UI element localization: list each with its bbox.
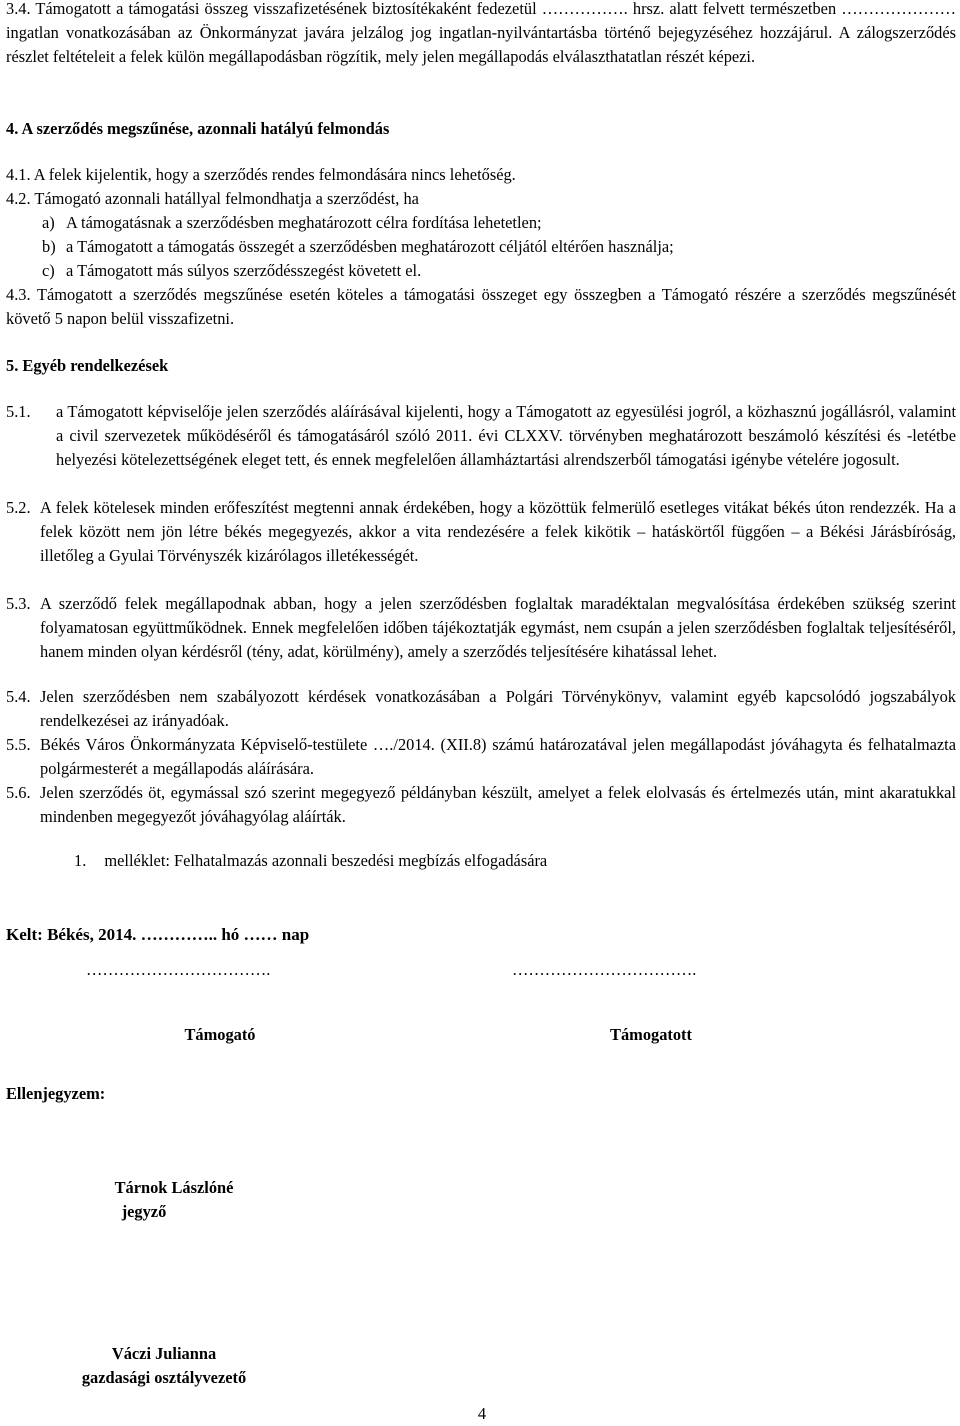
section-5-6 [6,781,956,829]
section-text: A felek kötelesek minden erőfeszítést megtenni annak érdekében, hogy a közöttük felmerülő esetleges vitákat békés úton rendezzék. Ha a felek között nem jön létre békés megegyezés, akkor a vita rendezésére a felek kikötik – hatáskörtől függően – a Békési Járásbíróság, illetőleg a Gyulai Törvényszék kizárólagos illetékességét. [40,498,956,565]
list-text: a Támogatott a támogatás összegét a szerződésben meghatározott céljától eltérően használja; [66,237,674,256]
list-label: c) [42,261,55,280]
heading-section-5: 5. Egyéb rendelkezések [6,356,169,375]
list-item-4-2-b [42,235,956,259]
signature-line-supporter: ……………………………. [86,960,271,979]
heading-section-4: 4. A szerződés megszűnése, azonnali hatályú felmondás [6,119,390,138]
list-text: A támogatásnak a szerződésben meghatározott célra fordítása lehetetlen; [66,213,542,232]
signature-label-supporter: Támogató [184,1025,256,1044]
notary-name: Tárnok Lászlóné [114,1178,234,1197]
page-number: 4 [477,1404,487,1423]
section-text: Jelen szerződés öt, egymással szó szerint megegyező példányban készült, amelyet a felek elolvasás és értelmezés után, mint akaratukkal mindenben megegyezőt jóváhagyólag aláírták. [40,783,956,826]
annex-text: melléklet: Felhatalmazás azonnali beszedési megbízás elfogadására [104,851,548,870]
signing-place-date: Kelt: Békés, 2014. ………….. hó …… nap [6,925,310,944]
section-5-3 [6,592,956,664]
section-5-1 [6,400,956,472]
section-number: 5.2. [6,498,31,517]
section-number: 5.1. [6,402,31,421]
section-4-3: 4.3. Támogatott a szerződés megszűnése esetén köteles a támogatási összeget egy összegben a Támogató részére a szerződés megszűnését követő 5 napon belül visszafizetni. [6,285,956,328]
section-5-4 [6,685,956,733]
section-5-5 [6,733,956,781]
section-text: Jelen szerződésben nem szabályozott kérdések vonatkozásában a Polgári Törvénykönyv, valamint egyéb kapcsolódó jogszabályok rendelkezései az irányadóak. [40,687,956,730]
section-5-2 [6,496,956,568]
list-label: a) [42,213,55,232]
list-item-4-2-c [42,259,956,283]
section-4-2: 4.2. Támogató azonnali hatállyal felmondhatja a szerződést, ha [6,189,419,208]
signature-label-supported: Támogatott [610,1025,692,1044]
finance-head-title: gazdasági osztályvezető [81,1368,247,1387]
list-label: b) [42,237,56,256]
section-4-1: 4.1. A felek kijelentik, hogy a szerződés rendes felmondására nincs lehetőség. [6,165,516,184]
section-number: 5.6. [6,783,31,802]
notary-title: jegyző [121,1202,167,1221]
list-text: a Támogatott más súlyos szerződésszegést követett el. [66,261,422,280]
annex-item [74,849,547,873]
countersign-label: Ellenjegyzem: [6,1084,106,1103]
section-number: 5.4. [6,687,31,706]
signature-line-supported: ……………………………. [512,960,697,979]
section-3-4: 3.4. Támogatott a támogatási összeg visszafizetésének biztosítékaként fedezetül ……………. hrsz. alatt felvett természetben ………………… ingatlan vonatkozásában az Önkormányzat javára jelzálog jog ingatlan-nyilvántartásba történő bejegyzéséhez hozzájárul. A zálogszerződés részlet feltételeit a felek külön megállapodásban rögzítik, mely jelen megállapodás elválaszthatatlan részét képezi. [6,0,956,66]
section-text: Békés Város Önkormányzata Képviselő-testülete …./2014. (XII.8) számú határozatával jelen megállapodást jóváhagyta és felhatalmazta polgármesterét a megállapodás aláírására. [40,735,956,778]
annex-number: 1. [74,851,87,870]
finance-head-name: Váczi Julianna [111,1344,217,1363]
section-number: 5.3. [6,594,31,613]
section-text: A szerződő felek megállapodnak abban, hogy a jelen szerződésben foglaltak maradéktalan megvalósítása érdekében szükség szerint folyamatosan együttműködnek. Ennek megfelelően időben tájékoztatják egymást, nem csupán a jelen szerződésben foglaltak teljesítéséről, hanem minden olyan kérdésről (tény, adat, körülmény), amely a szerződés teljesítésére kihatással lehet. [40,594,956,661]
section-number: 5.5. [6,735,31,754]
section-text: a Támogatott képviselője jelen szerződés aláírásával kijelenti, hogy a Támogatott az egyesülési jogról, a közhasznú jogállásról, valamint a civil szervezetek működéséről és támogatásáról szóló 2011. évi CLXXV. törvényben meghatározott beszámoló készítési és -letétbe helyezési kötelezettségének eleget tett, és ennek megfelelően államháztartási alrendszerből támogatási igénybe vételére jogosult. [56,402,956,469]
list-item-4-2-a [42,211,956,235]
